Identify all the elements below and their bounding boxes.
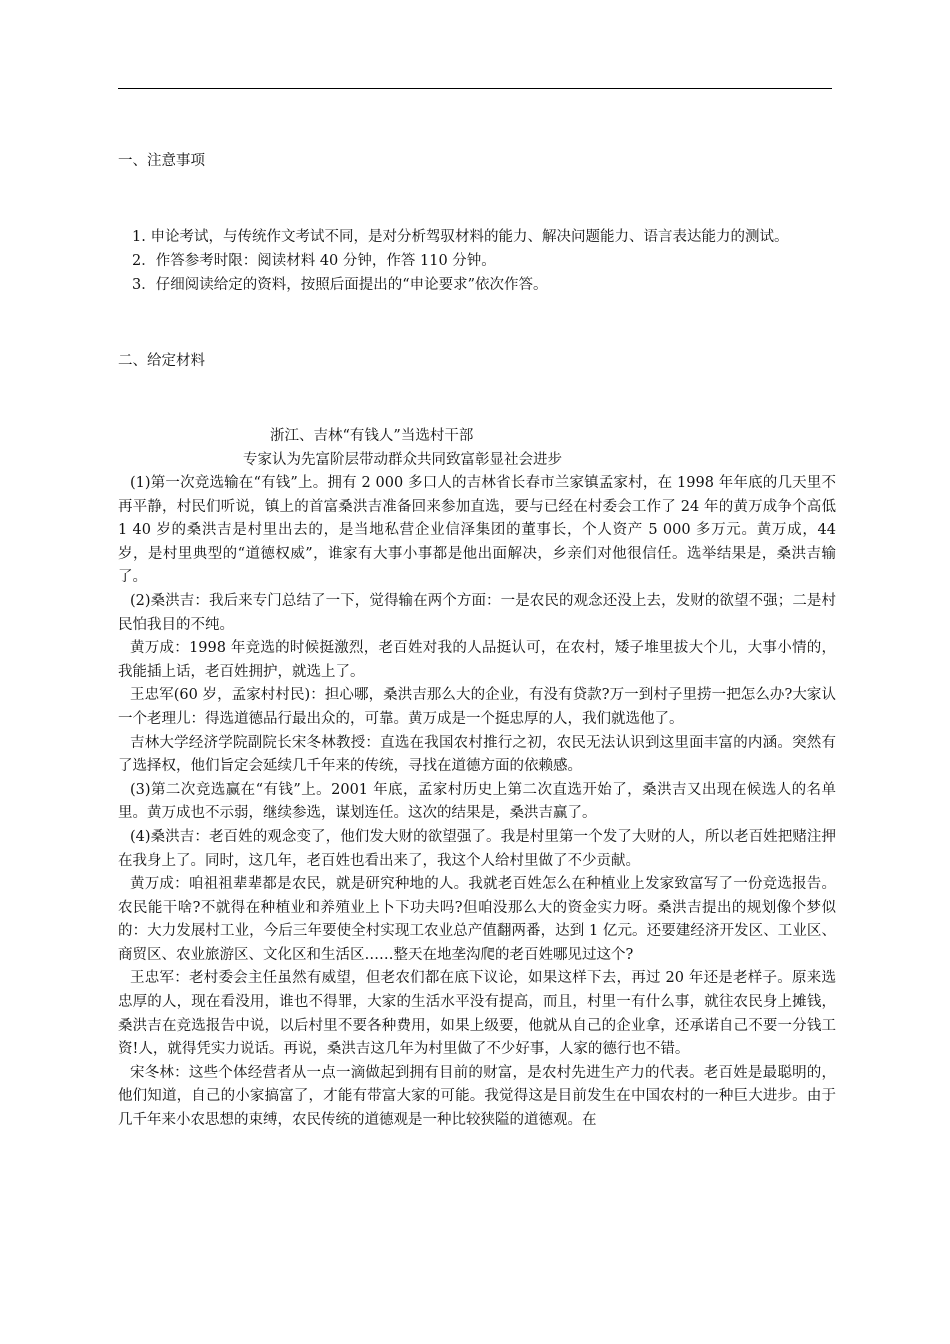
notice-item: 2．作答参考时限：阅读材料 40 分钟，作答 110 分钟。 [132, 253, 496, 269]
notice-list [118, 225, 838, 297]
article-title: 浙江、吉林“有钱人”当选村干部 [270, 428, 474, 444]
article-paragraph: (1)第一次竞选输在“有钱”上。拥有 2 000 多口人的吉林省长春市兰家镇孟家村，在 1998 年年底的几天里不再平静，村民们听说，镇上的首富桑洪吉准备回来参加直选，要与已经在村委会工作了 24 年的黄万成争个高低 1 40 岁的桑洪吉是村里出去的，是当地私营企业信泽集团的董事长，个人资产 5 000 多万元。黄万成，44 岁，是村里典型的“道德权威”，谁家有大事小事都是他出面解决，乡亲们对他很信任。选举结果是，桑洪吉输了。 [118, 475, 836, 586]
section-two-title: 二、给定材料 [118, 353, 205, 369]
article-paragraph: 黄万成：1998 年竞选的时候挺激烈，老百姓对我的人品挺认可，在农村，矮子堆里拔大个儿，大事小情的，我能插上话，老百姓拥护，就选上了。 [118, 640, 836, 680]
article-paragraph: 王忠军(60 岁，孟家村村民)：担心哪，桑洪吉那么大的企业，有没有贷款?万一到村子里捞一把怎么办?大家认一个老理儿：得选道德品行最出众的，可靠。黄万成是一个挺忠厚的人，我们就选他了。 [118, 687, 836, 727]
article-paragraph: 宋冬林：这些个体经营者从一点一滴做起到拥有目前的财富，是农村先进生产力的代表。老百姓是最聪明的，他们知道，自己的小家搞富了，才能有带富大家的可能。我觉得这是目前发生在中国农村的一种巨大进步。由于几千年来小农思想的束缚，农民传统的道德观是一种比较狭隘的道德观。在 [118, 1064, 836, 1129]
section-one-title: 一、注意事项 [118, 153, 205, 169]
article-paragraph: (3)第二次竞选赢在“有钱”上。2001 年底，孟家村历史上第二次直选开始了，桑洪吉又出现在候选人的名单里。黄万成也不示弱，继续参选，谋划连任。这次的结果是，桑洪吉赢了。 [118, 781, 836, 822]
article-paragraph: 吉林大学经济学院副院长宋冬林教授：直选在我国农村推行之初，农民无法认识到这里面丰富的内涵。突然有了选择权，他们旨定会延续几千年来的传统，寻找在道德方面的依赖感。 [118, 734, 836, 775]
article-paragraph: 王忠军：老村委会主任虽然有威望，但老农们都在底下议论，如果这样下去，再过 20 年还是老样子。原来选忠厚的人，现在看没用，谁也不得罪，大家的生活水平没有提高，而且，村里一有什么事，就往农民身上摊钱，桑洪吉在竞选报告中说，以后村里不要各种费用，如果上级要，他就从自己的企业拿，还承诺自己不要一分钱工资!人，就得凭实力说话。再说，桑洪吉这几年为村里做了不少好事，人家的德行也不错。 [118, 970, 836, 1058]
article-subtitle: 专家认为先富阶层带动群众共同致富彰显社会进步 [243, 452, 562, 468]
article-paragraph: (2)桑洪吉：我后来专门总结了一下，觉得输在两个方面：一是农民的观念还没上去，发财的欲望不强；二是村民怕我目的不纯。 [118, 592, 836, 633]
article-body [118, 472, 836, 1133]
notice-item: 1. 申论考试，与传统作文考试不同，是对分析驾驭材料的能力、解决问题能力、语言表达能力的测试。 [132, 229, 789, 245]
header-rule [118, 88, 832, 89]
notice-item: 3．仔细阅读给定的资料，按照后面提出的“申论要求”依次作答。 [132, 277, 548, 293]
article-paragraph: 黄万成：咱祖祖辈辈都是农民，就是研究种地的人。我就老百姓怎么在种植业上发家致富写了一份竞选报告。农民能干啥?不就得在种植业和养殖业上卜下功夫吗?但咱没那么大的资金实力呀。桑洪吉提出的规划像个梦似的：大力发展村工业，今后三年要使全村实现工农业总产值翻两番，达到 1 亿元。还要建经济开发区、工业区、商贸区、农业旅游区、文化区和生活区……整天在地垄沟爬的老百姓哪见过这个? [118, 876, 836, 963]
article-paragraph: (4)桑洪吉：老百姓的观念变了，他们发大财的欲望强了。我是村里第一个发了大财的人，所以老百姓把赌注押在我身上了。同时，这几年，老百姓也看出来了，我这个人给村里做了不少贡献。 [118, 828, 836, 869]
